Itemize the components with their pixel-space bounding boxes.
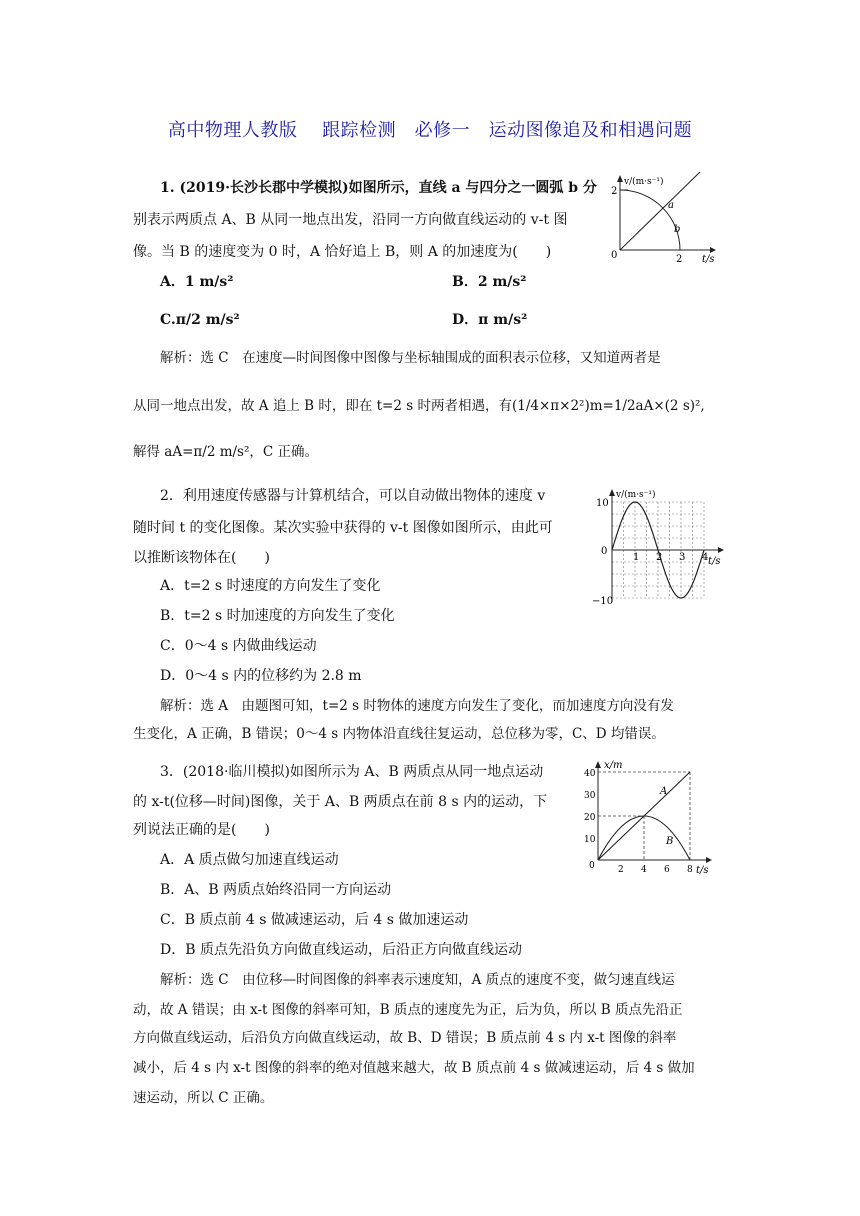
q1-option-a: A．1 m/s²	[160, 274, 234, 290]
q1-xlabel: t/s	[702, 254, 715, 265]
q1-solution-1: 解析：选 C 在速度—时间图像中图像与坐标轴围成的面积表示位移，又知道两者是	[160, 350, 661, 366]
q3-x-tick-6: 6	[664, 865, 670, 875]
q1-x-arrow-icon	[710, 247, 716, 253]
q1-option-d: D．π m/s²	[452, 312, 528, 328]
q2-x-tick-2: 2	[656, 552, 663, 563]
q2-solution-1: 解析：选 A 由题图可知，t=2 s 时物体的速度方向发生了变化，而加速度方向没有发	[160, 698, 674, 714]
q1-y-tick-label: 2	[611, 186, 618, 197]
q3-y-tick-30: 30	[584, 791, 596, 801]
q2-y-arrow-icon	[609, 489, 615, 496]
q3-line-2: 的 x-t(位移—时间)图像，关于 A、B 两质点在前 8 s 内的运动，下	[133, 794, 548, 810]
q2-ylabel: v/(m·s⁻¹)	[616, 490, 656, 500]
q1-arc-label: b	[674, 224, 681, 235]
q1-solution-3: 解得 aA=π/2 m/s²，C 正确。	[133, 444, 319, 460]
q3-option-a: A．A 质点做匀加速直线运动	[160, 852, 339, 868]
q3-line-1: 3．(2018·临川模拟)如图所示为 A、B 两质点从同一地点运动	[160, 764, 544, 780]
q2-option-c: C．0～4 s 内做曲线运动	[160, 638, 317, 654]
q3-line-label: A	[660, 786, 668, 797]
q3-option-d: D．B 质点先沿负方向做直线运动，后沿正方向做直线运动	[160, 942, 522, 958]
q3-line-3: 列说法正确的是( )	[133, 822, 270, 838]
q1-origin-label: 0	[611, 250, 618, 261]
q2-line-3: 以推断该物体在( )	[133, 550, 270, 566]
q3-y-tick-20: 20	[584, 813, 596, 823]
q3-xlabel: t/s	[696, 865, 709, 876]
q1-option-c: C.π/2 m/s²	[160, 312, 240, 328]
q1-line-3: 像。当 B 的速度变为 0 时，A 恰好追上 B，则 A 的加速度为( )	[133, 244, 552, 260]
q2-x-arrow-icon	[718, 547, 724, 553]
q1-option-b: B．2 m/s²	[452, 274, 527, 290]
q2-y-tick-10: 10	[596, 498, 609, 509]
q3-solution-1: 解析：选 C 由位移—时间图像的斜率表示速度知，A 质点的速度不变，做匀速直线运	[160, 972, 675, 988]
q1-solution-2: 从同一地点出发，故 A 追上 B 时，即在 t=2 s 时两者相遇，有(1/4×π×2²)m=1/2aA×(2 s)²,	[133, 398, 705, 414]
q1-line-2: 别表示两质点 A、B 从同一地点出发，沿同一方向做直线运动的 v-t 图	[133, 212, 568, 228]
q3-x-tick-4: 4	[641, 865, 647, 875]
q2-x-tick-1: 1	[633, 552, 640, 563]
q1-x-tick-label: 2	[676, 254, 683, 265]
q3-xt-figure	[584, 756, 719, 876]
q1-line-label: a	[668, 200, 674, 211]
q1-line-1: 1. (2019·长沙长郡中学模拟)如图所示，直线 a 与四分之一圆弧 b 分	[160, 180, 597, 196]
q3-x-tick-2: 2	[618, 865, 624, 875]
q1-vt-figure	[598, 170, 718, 270]
q2-vt-figure	[590, 484, 735, 610]
q1-y-arrow-icon	[617, 175, 623, 182]
page-title: 高中物理人教版 跟踪检测 必修一 运动图像追及和相遇问题	[167, 120, 693, 141]
q3-option-b: B．A、B 两质点始终沿同一方向运动	[160, 882, 392, 898]
q2-x-tick-3: 3	[679, 552, 686, 563]
q3-solution-2: 动，故 A 错误；由 x-t 图像的斜率可知，B 质点的速度先为正，后为负，所以 B 质点先沿正	[133, 1002, 683, 1018]
q2-option-b: B．t=2 s 时加速度的方向发生了变化	[160, 608, 395, 624]
q2-y-tick-0: 0	[601, 546, 608, 557]
q3-solution-5: 速运动，所以 C 正确。	[133, 1090, 274, 1106]
q3-ylabel: x/m	[604, 760, 623, 771]
q2-line-1: 2．利用速度传感器与计算机结合，可以自动做出物体的速度 v	[160, 488, 546, 504]
q3-curve-label: B	[666, 836, 674, 847]
q3-x-arrow-icon	[706, 857, 712, 863]
q2-xlabel: t/s	[708, 556, 721, 567]
q2-y-tick-neg10: −10	[592, 596, 614, 607]
q3-origin: 0	[589, 861, 595, 871]
q3-y-tick-10: 10	[584, 835, 596, 845]
q3-x-tick-8: 8	[687, 865, 693, 875]
q3-y-tick-40: 40	[584, 769, 596, 779]
q2-x-tick-4: 4	[702, 552, 709, 563]
q2-option-d: D．0～4 s 内的位移约为 2.8 m	[160, 668, 362, 684]
q3-y-arrow-icon	[595, 761, 601, 768]
q1-ylabel: v/(m·s⁻¹)	[624, 177, 664, 187]
q2-option-a: A．t=2 s 时速度的方向发生了变化	[160, 578, 381, 594]
q2-line-2: 随时间 t 的变化图像。某次实验中获得的 v-t 图像如图所示，由此可	[133, 520, 553, 536]
q3-solution-4: 减小，后 4 s 内 x-t 图像的斜率的绝对值越来越大，故 B 质点前 4 s 做减速运动，后 4 s 做加	[133, 1060, 695, 1076]
q2-solution-2: 生变化，A 正确，B 错误；0～4 s 内物体沿直线往复运动，总位移为零，C、D 均错误。	[133, 726, 665, 742]
q3-option-c: C．B 质点前 4 s 做减速运动，后 4 s 做加速运动	[160, 912, 469, 928]
q3-solution-3: 方向做直线运动，后沿负方向做直线运动，故 B、D 错误；B 质点前 4 s 内 x-t 图像的斜率	[133, 1030, 677, 1046]
